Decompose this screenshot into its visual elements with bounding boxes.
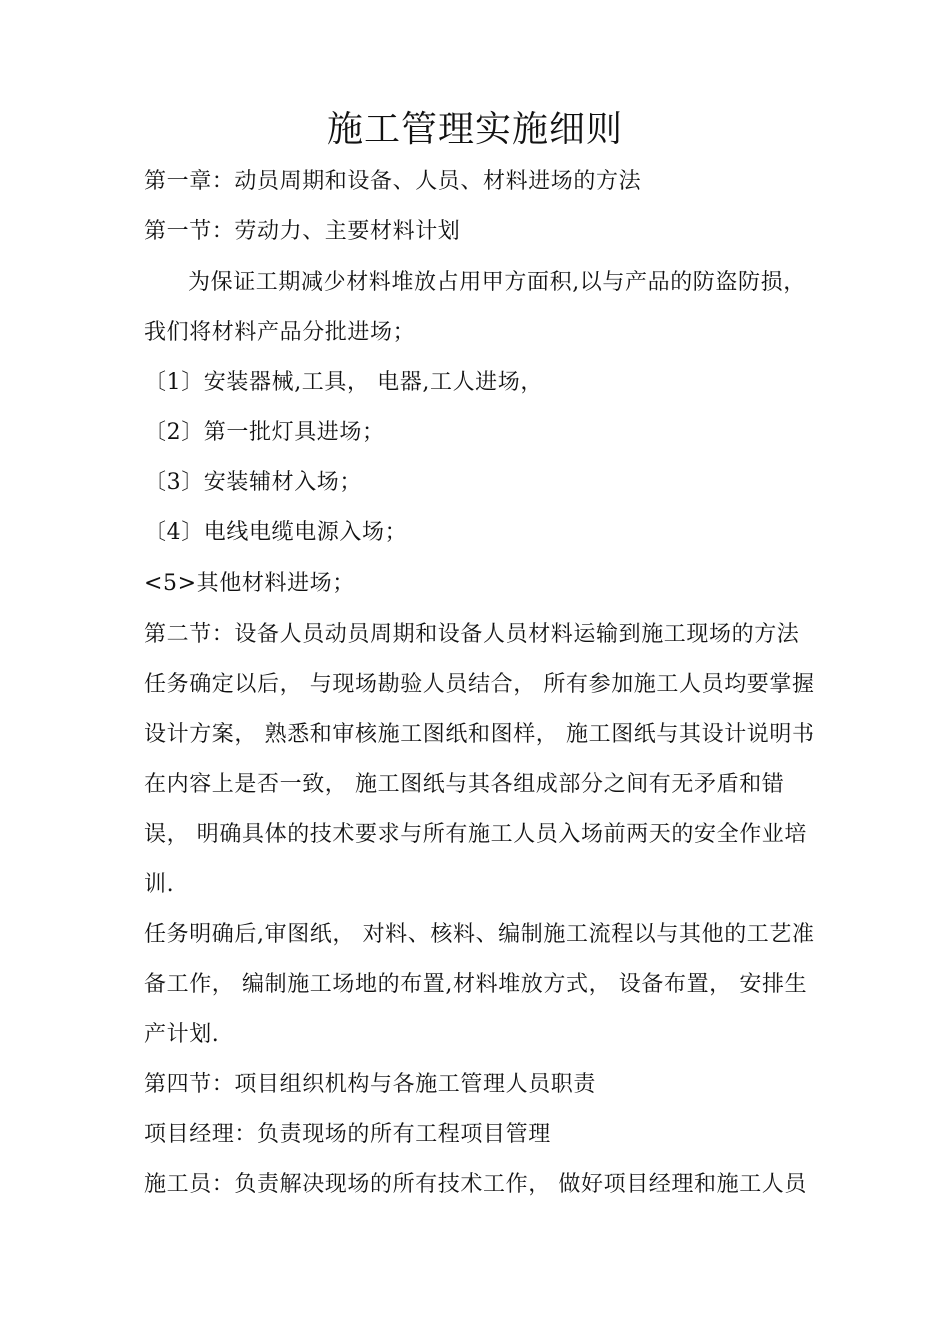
paragraph-line: 施工员：负责解决现场的所有技术工作， 做好项目经理和施工人员 (144, 1172, 807, 1197)
paragraph-line: 为保证工期减少材料堆放占用甲方面积,以与产品的防盗防损， (188, 270, 806, 295)
section-heading: 第二节：设备人员动员周期和设备人员材料运输到施工现场的方法 (144, 622, 800, 647)
paragraph-line: 产计划. (144, 1022, 220, 1047)
list-item: 〔4〕电线电缆电源入场； (144, 520, 408, 545)
list-item: 〔3〕安装辅材入场； (144, 470, 362, 495)
paragraph-line: 训. (144, 872, 175, 897)
section-heading: 第一节：劳动力、主要材料计划 (144, 219, 461, 244)
paragraph-line: 项目经理：负责现场的所有工程项目管理 (144, 1122, 551, 1147)
paragraph-line: 在内容上是否一致， 施工图纸与其各组成部分之间有无矛盾和错 (144, 772, 785, 797)
list-item: 〔1〕安装器械,工具， 电器,工人进场， (144, 370, 543, 395)
list-item: 〔2〕第一批灯具进场； (144, 420, 385, 445)
paragraph-line: 任务明确后,审图纸， 对料、核料、编制施工流程以与其他的工艺准 (144, 922, 815, 947)
list-item: <5>其他材料进场； (144, 571, 355, 596)
paragraph-line: 备工作， 编制施工场地的布置,材料堆放方式， 设备布置， 安排生 (144, 972, 808, 997)
document-title: 施工管理实施细则 (326, 109, 623, 150)
section-heading: 第四节：项目组织机构与各施工管理人员职责 (144, 1072, 597, 1097)
paragraph-line: 任务确定以后， 与现场勘验人员结合， 所有参加施工人员均要掌握 (144, 672, 815, 697)
paragraph-line: 设计方案， 熟悉和审核施工图纸和图样， 施工图纸与其设计说明书 (144, 722, 815, 747)
paragraph-line: 我们将材料产品分批进场； (144, 320, 416, 345)
paragraph-line: 误， 明确具体的技术要求与所有施工人员入场前两天的安全作业培 (144, 822, 807, 847)
chapter-heading: 第一章：动员周期和设备、人员、材料进场的方法 (144, 169, 642, 194)
